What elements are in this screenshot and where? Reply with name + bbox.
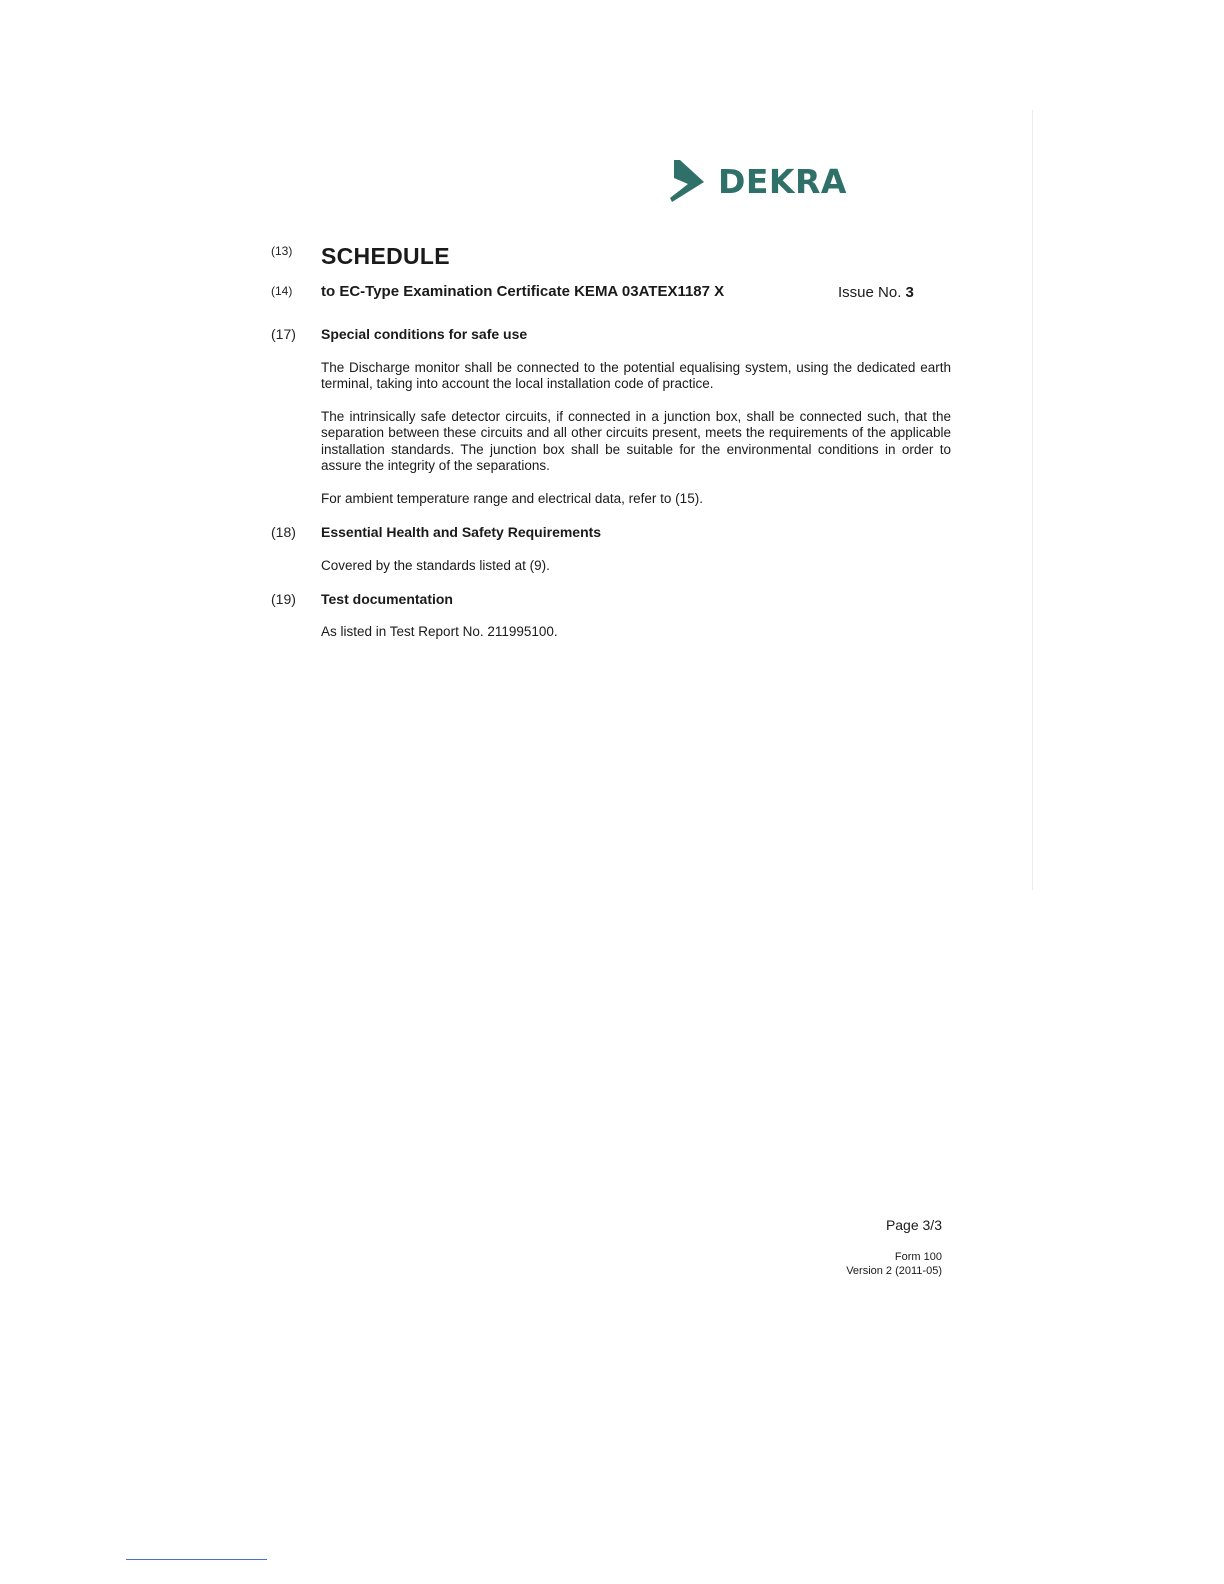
- form-number: Form 100: [894, 1251, 942, 1263]
- issue-label: Issue No.: [838, 284, 902, 301]
- page-edge-line: [1032, 110, 1033, 890]
- section-heading-18: Essential Health and Safety Requirements: [321, 524, 602, 540]
- dekra-logo: [668, 158, 847, 204]
- logo-text: DEKRA: [718, 161, 847, 201]
- section-number-13: (13): [271, 244, 293, 258]
- issue-value: 3: [905, 284, 914, 301]
- footer-divider: [126, 1559, 267, 1560]
- page-number: Page 3/3: [885, 1217, 942, 1233]
- section-number-14: (14): [271, 284, 293, 298]
- paragraph-ambient-reference: For ambient temperature range and electrical data, refer to (15).: [321, 491, 703, 506]
- section-number-19: (19): [271, 591, 296, 607]
- issue-number: [838, 284, 914, 301]
- paragraph-standards: Covered by the standards listed at (9).: [321, 558, 550, 573]
- paragraph-test-report: As listed in Test Report No. 211995100.: [321, 624, 558, 639]
- section-number-18: (18): [271, 524, 296, 540]
- document-title: SCHEDULE: [321, 243, 450, 269]
- section-number-17: (17): [271, 326, 296, 342]
- dekra-arrow-icon: [668, 158, 706, 204]
- section-heading-19: Test documentation: [321, 591, 453, 607]
- certificate-subtitle: to EC-Type Examination Certificate KEMA 03ATEX1187 X: [321, 283, 725, 300]
- paragraph-equipotential: The Discharge monitor shall be connected to the potential equalising system, using the dedicated earth terminal, taking into account the local installation code of practice.: [321, 360, 951, 392]
- paragraph-intrinsic-safety: The intrinsically safe detector circuits, if connected in a junction box, shall be connected such, that the separation between these circuits and all other circuits present, meets the requirements of the applicable installation standards. The junction box shall be suitable for the environmental conditions in order to assure the integrity of the separations.: [321, 409, 951, 474]
- form-version: Version 2 (2011-05): [846, 1265, 942, 1277]
- section-heading-17: Special conditions for safe use: [321, 326, 528, 342]
